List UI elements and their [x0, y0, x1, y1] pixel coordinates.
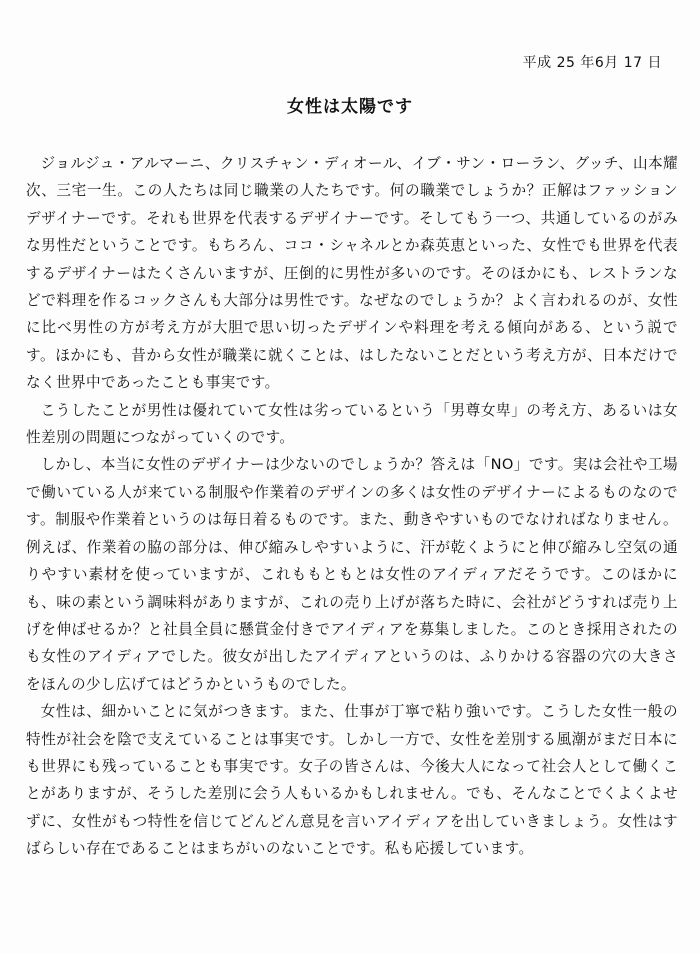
- paragraph-3: しかし、本当に女性のデザイナーは少ないのでしょうか？答えは「NO」です。実は会社や工場で働いている人が来ている制服や作業着のデザインの多くは女性のデザイナーによるものなのです。制服や作業着というのは毎日着るものです。また、動きやすいものでなければなりません。例えば、作業着の脇の部分は、伸び縮みしやすいように、汗が乾くようにと伸び縮みし空気の通りやすい素材を使っていますが、これももともとは女性のアイディアだそうです。このほかにも、味の素という調味料がありますが、これの売り上げが落ちた時に、会社がどうすれば売り上げを伸ばせるか？と社員全員に懸賞金付きでアイディアを募集しました。このとき採用されたのも女性のアイディアでした。彼女が出したアイディアというのは、ふりかける容器の穴の大きさをほんの少し広げてはどうかというものでした。: [26, 456, 678, 693]
- paragraph-4: 女性は、細かいことに気がつきます。また、仕事が丁寧で粘り強いです。こうした女性一般の特性が社会を陰で支えていることは事実です。しかし一方で、女性を差別する風潮がまだ日本にも世界にも残っていることも事実です。女子の皆さんは、今後大人になって社会人として働くことがありますが、そうした差別に会う人もいるかもしれません。でも、そんなことでくよくよせずに、女性がもつ特性を信じてどんどん意見を言いアイディアを出していきましょう。女性はすばらしい存在であることはまちがいのないことです。私も応援しています。: [26, 703, 678, 858]
- document-date: 平成 25 年6月 17 日: [522, 55, 662, 71]
- paragraph-1: ジョルジュ・アルマーニ、クリスチャン・ディオール、イブ・サン・ローラン、グッチ、山本耀次、三宅一生。この人たちは同じ職業の人たちです。何の職業でしょうか？正解はファッションデザイナーです。それも世界を代表するデザイナーです。そしてもう一つ、共通しているのがみな男性だということです。もちろん、ココ・シャネルとか森英恵といった、女性でも世界を代表するデザイナーはたくさんいますが、圧倒的に男性が多いのです。そのほかにも、レストランなどで料理を作るコックさんも大部分は男性です。なぜなのでしょうか？よく言われるのが、女性に比べ男性の方が考え方が大胆で思い切ったデザインや料理を考える傾向がある、という説です。ほかにも、昔から女性が職業に就くことは、はしたないことだという考え方が、日本だけでなく世界中であったことも事実です。: [26, 155, 678, 392]
- document-body: [26, 150, 678, 863]
- document-title: 女性は太陽です: [287, 97, 413, 117]
- paragraph-2: こうしたことが男性は優れていて女性は劣っているという「男尊女卑」の考え方、あるいは女性差別の問題につながっていくのです。: [26, 401, 678, 447]
